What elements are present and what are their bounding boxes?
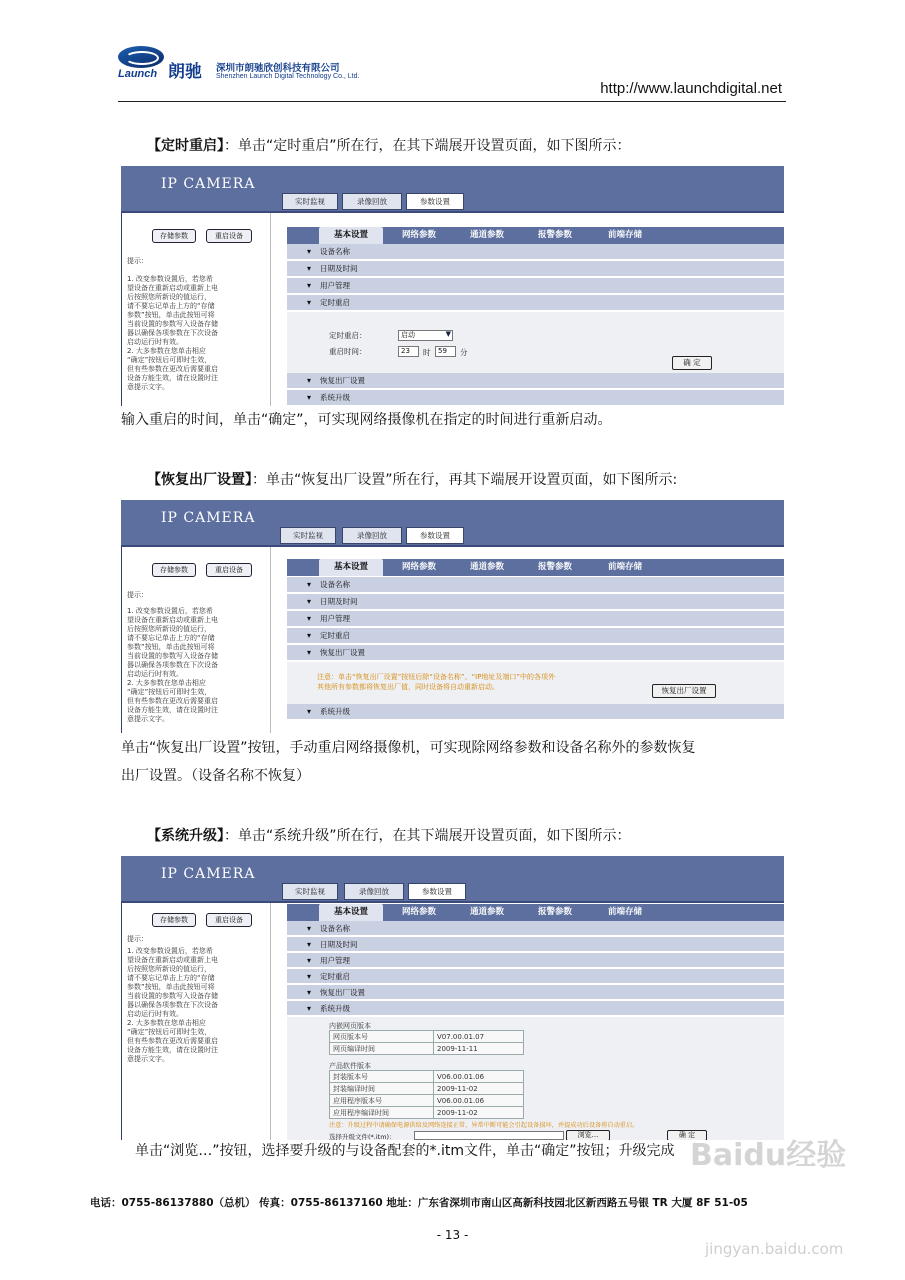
app-banner [121,856,784,901]
screenshot-reboot [121,166,784,406]
table-row [330,1031,524,1043]
reboot-device-button[interactable]: 重启设备 [206,229,252,243]
settings-nav [287,559,784,576]
browse-button[interactable]: 浏览... [566,1130,610,1140]
table-cell: 2009-11-02 [434,1083,524,1095]
table-cell: 应用程序版本号 [330,1095,434,1107]
screenshot-upgrade [121,856,784,1140]
confirm-button[interactable]: 确 定 [667,1130,707,1140]
reboot-device-button[interactable]: 重启设备 [206,913,252,927]
tab-channel[interactable]: 通道参数 [469,230,504,240]
body-text: 单击“恢复出厂设置”按钮，手动重启网络摄像机，可实现除网络参数和设备名称外的参数恢复 [121,740,696,756]
chevron-down-icon: ▼ [445,330,451,338]
tab-live[interactable]: 实时监视 [280,527,336,544]
tab-playback[interactable]: 录像回放 [342,193,402,210]
row-scheduled-reboot[interactable]: ▾ 定时重启 [287,295,784,311]
tips-title: 提示： [127,591,148,599]
app-title: IP CAMERA [161,510,256,526]
website-url[interactable]: http://www.launchdigital.net [600,80,782,97]
table-row [330,1095,524,1107]
tab-alarm[interactable]: 报警参数 [537,230,572,240]
row-datetime[interactable]: ▾ 日期及时间 [287,594,784,610]
tab-alarm[interactable]: 报警参数 [537,562,572,572]
tab-live[interactable]: 实时监视 [282,883,338,900]
hour-unit: 时 [423,348,431,357]
body-text: 单击“浏览…”按钮，选择要升级的与设备配套的*.itm文件，单击“确定”按钮；升级完成 [135,1143,675,1159]
section-title: 【恢复出厂设置】 [147,472,252,488]
table-row [330,1107,524,1119]
upgrade-panel [287,1017,784,1140]
reboot-panel [287,312,784,373]
section-title: 【系统升级】 [147,828,224,844]
screenshot-factory-reset [121,500,784,733]
tab-playback[interactable]: 录像回放 [344,883,404,900]
hour-input[interactable]: 23 [398,346,419,357]
row-datetime[interactable]: ▾ 日期及时间 [287,261,784,277]
row-upgrade[interactable]: ▾ 系统升级 [287,704,784,720]
firmware-version-title: 产品软件版本 [329,1062,371,1070]
logo-en-text: Launch [118,68,158,80]
save-params-button[interactable]: 存储参数 [152,563,196,577]
upgrade-notice: 注意：升级过程中请确保电源供给及网络连接正常，异常中断可能会引起设备损坏，并提成功后设备将自动重启。 [329,1122,639,1129]
tab-settings[interactable]: 参数设置 [406,527,464,544]
logo-icon [118,46,164,68]
tab-network[interactable]: 网络参数 [401,230,436,240]
tab-network[interactable]: 网络参数 [401,907,436,917]
section-intro-text: ：单击“系统升级”所在行，在其下端展开设置页面，如下图所示： [224,828,631,844]
table-cell: V07.00.01.07 [434,1031,524,1043]
section-intro [147,138,631,155]
table-cell: 2009-11-11 [434,1043,524,1055]
confirm-button[interactable]: 确 定 [672,356,712,370]
tips-body: 1. 改变参数设置后，若您希 望设备在重新启动或重新上电 后按照您所新设的值运行， 请不要忘记单击上方的“存储 参数”按钮，单击此按钮可将 当前设置的参数写入设备存储 器以确保各项参数在下次设备 启动运行时有效。 2. 大多参数在您单击相应 “确定”按钮后可即时生效， 但有些参数在更改后需要重启 设备方能生效，请在设置时注 意提示文字。 [127,607,218,723]
table-cell: 网页编译时间 [330,1043,434,1055]
save-params-button[interactable]: 存储参数 [152,913,196,927]
tab-live[interactable]: 实时监视 [282,193,338,210]
reboot-select[interactable] [398,330,453,341]
footer-contact: 电话：0755-86137880（总机） 传真：0755-86137160 地址：广东省深圳市南山区高新科技园北区新西路五号银 TR 大厦 8F 51-05 [90,1197,748,1209]
tab-basic[interactable]: 基本设置 [319,904,383,921]
tips-title: 提示： [127,257,148,265]
reboot-label: 定时重启： [329,331,367,340]
row-device-name[interactable]: ▾ 设备名称 [287,577,784,593]
table-cell: 网页版本号 [330,1031,434,1043]
file-label: 选择升级文件(*.itm)： [329,1133,396,1140]
app-banner [121,166,784,211]
tips-body: 1. 改变参数设置后，若您希 望设备在重新启动或重新上电 后按照您所新设的值运行， 请不要忘记单击上方的“存储 参数”按钮，单击此按钮可将 当前设置的参数写入设备存储 器以确保各项参数在下次设备 启动运行时有效。 2. 大多参数在您单击相应 “确定”按钮后可即时生效， 但有些参数在更改后需要重启 设备方能生效，请在设置时注 意提示文字。 [127,947,218,1063]
tab-settings[interactable]: 参数设置 [406,193,464,210]
row-factory-reset[interactable]: ▾ 恢复出厂设置 [287,645,784,661]
reboot-select-value: 启动 [401,331,415,339]
left-panel [121,903,271,1140]
tab-channel[interactable]: 通道参数 [469,907,504,917]
row-factory-reset[interactable]: ▾ 恢复出厂设置 [287,373,784,389]
tab-alarm[interactable]: 报警参数 [537,907,572,917]
company-en-name: Shenzhen Launch Digital Technology Co., Ltd. [216,73,360,80]
row-scheduled-reboot[interactable]: ▾ 定时重启 [287,969,784,984]
table-cell: 2009-11-02 [434,1107,524,1119]
app-title: IP CAMERA [161,176,256,192]
web-version-table [329,1030,524,1055]
row-device-name[interactable]: ▾ 设备名称 [287,921,784,936]
settings-nav [287,904,784,921]
left-panel [121,547,271,733]
tips-body: 1. 改变参数设置后，若您希 望设备在重新启动或重新上电 后按照您所新设的值运行， 请不要忘记单击上方的“存储 参数”按钮，单击此按钮可将 当前设置的参数写入设备存储 器以确保各项参数在下次设备 启动运行时有效。 2. 大多参数在您单击相应 “确定”按钮后可即时生效， 但有些参数在更改后需要重启 设备方能生效，请在设置时注 意提示文字。 [127,275,218,391]
tab-playback[interactable]: 录像回放 [342,527,402,544]
tab-storage[interactable]: 前端存储 [607,562,642,572]
page-number: - 13 - [436,1228,469,1242]
section-title: 【定时重启】 [147,138,224,154]
section-intro [147,472,677,489]
firmware-version-table [329,1070,524,1119]
row-device-name[interactable]: ▾ 设备名称 [287,244,784,260]
table-cell: 封装编译时间 [330,1083,434,1095]
app-banner [121,500,784,545]
factory-notice: 注意：单击“恢复出厂设置”按钮后除“设备名称”、“IP地址及端口”中的各项外 其他所有参数都将恢复出厂值，同时设备将自动重新启动。 [317,673,556,691]
row-factory-reset[interactable]: ▾ 恢复出厂设置 [287,985,784,1000]
section-intro-text: ：单击“恢复出厂设置”所在行，再其下端展开设置页面，如下图所示: [252,472,678,488]
settings-nav [287,227,784,244]
factory-panel [287,662,784,704]
tab-storage[interactable]: 前端存储 [607,907,642,917]
factory-reset-button[interactable]: 恢复出厂设置 [652,684,716,698]
app-title: IP CAMERA [161,866,256,882]
watermark-site: jingyan.baidu.com [705,1240,844,1258]
reboot-time-label: 重启时间： [329,347,367,356]
section-intro [147,828,631,845]
row-upgrade[interactable]: ▾ 系统升级 [287,1001,784,1016]
row-upgrade[interactable]: ▾ 系统升级 [287,390,784,406]
table-cell: V06.00.01.06 [434,1071,524,1083]
minute-input[interactable]: 59 [435,346,456,357]
row-datetime[interactable]: ▾ 日期及时间 [287,937,784,952]
body-text: 出厂设置。（设备名称不恢复） [121,768,310,784]
watermark-brand: Baidu经验 [690,1138,847,1173]
table-row [330,1071,524,1083]
row-users[interactable]: ▾ 用户管理 [287,953,784,968]
table-cell: V06.00.01.06 [434,1095,524,1107]
tab-channel[interactable]: 通道参数 [469,562,504,572]
company-logo [118,46,360,86]
logo-cn-text: 朗驰 [168,62,202,82]
row-users[interactable]: ▾ 用户管理 [287,611,784,627]
file-path-input[interactable] [414,1131,564,1140]
tab-basic[interactable]: 基本设置 [319,227,383,244]
row-users[interactable]: ▾ 用户管理 [287,278,784,294]
table-cell: 封装版本号 [330,1071,434,1083]
save-params-button[interactable]: 存储参数 [152,229,196,243]
table-cell: 应用程序编译时间 [330,1107,434,1119]
tab-storage[interactable]: 前端存储 [607,230,642,240]
page-header [118,40,786,102]
minute-unit: 分 [460,348,468,357]
tab-settings[interactable]: 参数设置 [408,883,466,900]
body-text: 输入重启的时间，单击“确定”，可实现网络摄像机在指定的时间进行重新启动。 [121,412,612,428]
left-panel [121,213,271,406]
reboot-device-button[interactable]: 重启设备 [206,563,252,577]
section-intro-text: ：单击“定时重启”所在行，在其下端展开设置页面，如下图所示： [224,138,631,154]
company-cn-name: 深圳市朗驰欣创科技有限公司 [216,63,340,74]
table-row [330,1083,524,1095]
tab-basic[interactable]: 基本设置 [319,559,383,576]
table-row [330,1043,524,1055]
row-scheduled-reboot[interactable]: ▾ 定时重启 [287,628,784,644]
tips-title: 提示： [127,935,148,943]
web-version-title: 内嵌网页版本 [329,1022,371,1030]
tab-network[interactable]: 网络参数 [401,562,436,572]
